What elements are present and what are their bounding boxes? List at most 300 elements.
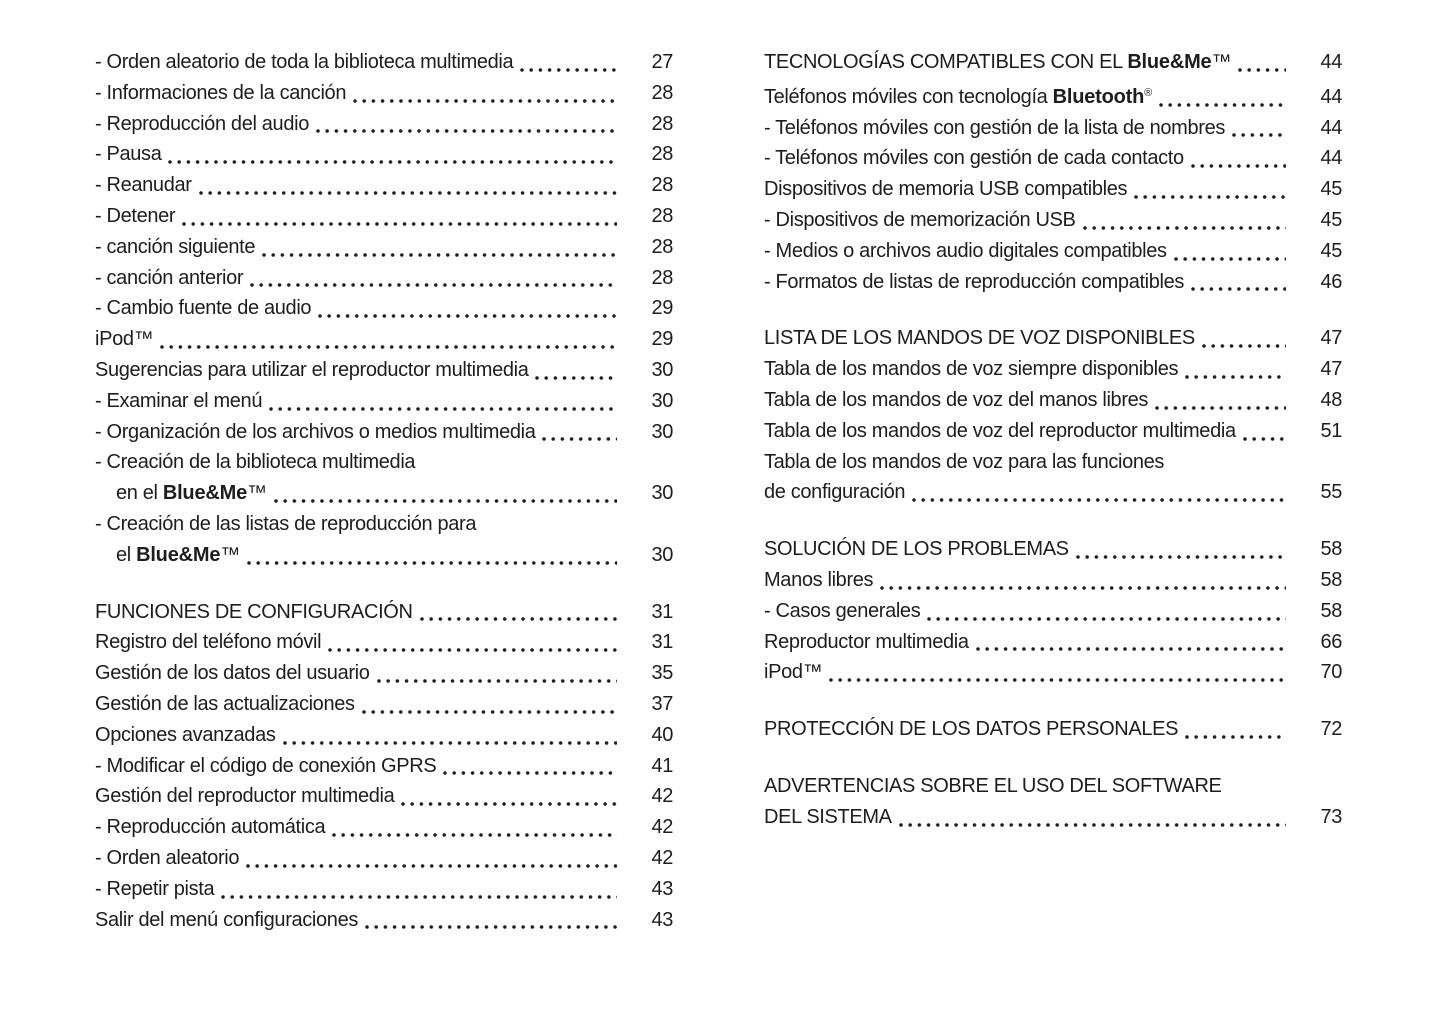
toc-line (95, 874, 673, 905)
page-number: 40 (651, 723, 673, 746)
toc-group (764, 47, 1342, 297)
dot-leader (899, 823, 1286, 827)
toc-entry-label (764, 416, 1236, 447)
label-text: Tabla de los mandos de voz siempre disponibles (764, 358, 1179, 381)
label-text: - canción siguiente (95, 235, 256, 258)
toc-entry (95, 447, 673, 509)
toc-entry (95, 293, 673, 324)
toc-entry-label (95, 658, 370, 689)
toc-line (95, 170, 673, 201)
toc-line (764, 113, 1342, 144)
toc-entry-label (95, 417, 535, 448)
dot-leader (976, 647, 1286, 651)
toc-entry (95, 720, 673, 751)
toc-entry-label (764, 565, 873, 596)
toc-entry-label (95, 201, 175, 232)
toc-line (764, 534, 1342, 565)
toc-entry-label (95, 843, 239, 874)
dot-leader (542, 437, 617, 441)
toc-line (764, 714, 1342, 745)
page-number: 43 (651, 908, 673, 931)
toc-entry (764, 174, 1342, 205)
dot-leader (1083, 226, 1286, 230)
dot-leader (247, 561, 617, 565)
toc-entry-label (95, 324, 153, 355)
toc-line (95, 232, 673, 263)
toc-group (764, 534, 1342, 688)
label-text: DEL SISTEMA (764, 805, 892, 828)
toc-line (95, 263, 673, 294)
label-text: - Dispositivos de memorización USB (764, 208, 1076, 231)
label-text: - Reanudar (95, 174, 192, 197)
toc-line (764, 143, 1342, 174)
label-text: de configuración (764, 481, 906, 504)
label-text: - canción anterior (95, 266, 244, 289)
toc-entry-label (95, 293, 311, 324)
label-text: TECNOLOGÍAS COMPATIBLES CON EL (764, 51, 1128, 73)
label-text: - Reproducción del audio (95, 112, 309, 135)
toc-entry-label (95, 232, 255, 263)
toc-line (764, 771, 1342, 802)
toc-line (764, 627, 1342, 658)
toc-line (95, 781, 673, 812)
toc-line (95, 47, 673, 78)
label-text: iPod™ (764, 661, 823, 684)
toc-entry (764, 771, 1342, 833)
toc-entry-label (95, 597, 413, 628)
toc-entry-label (95, 386, 262, 417)
page-number: 47 (1320, 358, 1342, 381)
toc-entry (95, 689, 673, 720)
label-text: en el (116, 482, 163, 505)
toc-line (764, 47, 1342, 78)
toc-entry-label (764, 714, 1178, 745)
toc-line (764, 385, 1342, 416)
label-text: Gestión de las actualizaciones (95, 692, 355, 715)
page-number: 70 (1320, 661, 1342, 684)
toc-group (764, 323, 1342, 508)
page-number: 42 (651, 785, 673, 808)
dot-leader (365, 925, 617, 929)
toc-group (764, 771, 1342, 833)
toc-entry (95, 781, 673, 812)
toc-entry-label (95, 139, 161, 170)
toc-entry-label (95, 781, 394, 812)
brand-text: Bluetooth (1052, 85, 1145, 108)
page-number: 30 (651, 389, 673, 412)
toc-line (95, 751, 673, 782)
dot-leader (262, 253, 617, 257)
dot-leader (182, 222, 617, 226)
label-text: - Detener (95, 204, 176, 227)
page-number: 58 (1320, 599, 1342, 622)
page-number: 28 (651, 266, 673, 289)
toc-line (764, 267, 1342, 298)
toc-entry-label (95, 263, 243, 294)
dot-leader (316, 129, 617, 133)
label-text: Tabla de los mandos de voz para las funciones (764, 450, 1165, 473)
label-text: FUNCIONES DE CONFIGURACIÓN (95, 600, 413, 623)
page-number: 44 (1320, 147, 1342, 170)
toc-line (95, 386, 673, 417)
toc-entry-label (95, 751, 436, 782)
toc-group (95, 597, 673, 936)
label-text: - Orden aleatorio (95, 846, 240, 869)
toc-line (95, 417, 673, 448)
label-text: iPod™ (95, 328, 154, 351)
page-number: 31 (651, 631, 673, 654)
toc-line (764, 596, 1342, 627)
label-text: Manos libres (764, 568, 874, 591)
label-text: ® (1144, 86, 1152, 99)
toc-entry-label (95, 170, 192, 201)
page-number: 29 (651, 328, 673, 351)
toc-entry (764, 596, 1342, 627)
label-text: - Creación de la biblioteca multimedia (95, 451, 416, 474)
dot-leader (328, 648, 617, 652)
toc-entry-label (764, 596, 920, 627)
toc-entry-label (764, 657, 822, 688)
page-number: 29 (651, 297, 673, 320)
toc-entry-label (764, 174, 1127, 205)
toc-line (95, 109, 673, 140)
toc-entry (764, 236, 1342, 267)
page-number: 55 (1320, 481, 1342, 504)
page-number: 30 (651, 482, 673, 505)
toc-entry (95, 263, 673, 294)
dot-leader (420, 617, 617, 621)
toc-line (764, 174, 1342, 205)
dot-leader (250, 283, 617, 287)
page-number: 41 (651, 754, 673, 777)
toc-entry-label (764, 47, 1231, 78)
page-number: 72 (1320, 718, 1342, 741)
page-number: 44 (1320, 116, 1342, 139)
toc-entry-label (764, 113, 1225, 144)
label-text: - Repetir pista (95, 877, 215, 900)
toc-entry-label (764, 802, 892, 833)
toc-entry (764, 205, 1342, 236)
toc-line (764, 323, 1342, 354)
toc-entry-label (95, 812, 325, 843)
label-text: - Formatos de listas de reproducción compatibles (764, 270, 1185, 293)
toc-entry (95, 232, 673, 263)
toc-entry (764, 47, 1342, 78)
brand-text: Blue&Me (162, 482, 247, 505)
label-text: - Casos generales (764, 599, 921, 622)
page-number: 28 (651, 174, 673, 197)
toc-entry-label (95, 47, 513, 78)
page-number: 48 (1320, 388, 1342, 411)
toc-column-right (764, 47, 1342, 935)
toc-entry (95, 170, 673, 201)
label-text: - Orden aleatorio de toda la biblioteca multimedia (95, 51, 514, 73)
toc-line (764, 657, 1342, 688)
toc-entry (95, 139, 673, 170)
toc-line (95, 540, 673, 571)
dot-leader (332, 833, 617, 837)
toc-entry-label (764, 627, 969, 658)
toc-entry (764, 143, 1342, 174)
dot-leader (1243, 437, 1286, 441)
toc-entry-label (95, 689, 355, 720)
toc-line (95, 720, 673, 751)
toc-entry-label (764, 78, 1152, 113)
toc-entry-label (95, 627, 321, 658)
dot-leader (353, 99, 617, 103)
page-number: 45 (1320, 239, 1342, 262)
toc-line (764, 354, 1342, 385)
toc-entry-label (116, 540, 240, 571)
toc-entry (764, 627, 1342, 658)
page-number: 45 (1320, 178, 1342, 201)
toc-entry-label (95, 720, 276, 751)
page-number: 43 (651, 877, 673, 900)
toc-entry (95, 905, 673, 936)
dot-leader (362, 710, 617, 714)
toc-entry (764, 267, 1342, 298)
label-text: - Examinar el menú (95, 389, 263, 412)
dot-leader (1134, 195, 1286, 199)
dot-leader (880, 586, 1286, 590)
label-text: Opciones avanzadas (95, 723, 276, 746)
dot-leader (520, 68, 617, 72)
toc-entry-label (116, 478, 267, 509)
label-text: - Informaciones de la canción (95, 81, 347, 104)
page-number: 45 (1320, 208, 1342, 231)
label-text: - Modificar el código de conexión GPRS (95, 754, 437, 777)
toc-entry (95, 658, 673, 689)
dot-leader (535, 376, 617, 380)
label-text: Sugerencias para utilizar el reproductor multimedia (95, 358, 529, 381)
label-text: ™ (220, 543, 240, 566)
toc-line (764, 477, 1342, 508)
page-number: 27 (651, 51, 673, 73)
toc-entry-label (95, 355, 528, 386)
dot-leader (927, 617, 1286, 621)
label-text: - Teléfonos móviles con gestión de cada contacto (764, 147, 1184, 170)
page-number: 44 (1320, 85, 1342, 108)
label-text: - Reproducción automática (95, 816, 326, 839)
toc-entry (95, 812, 673, 843)
toc-entry (764, 657, 1342, 688)
toc-line (95, 355, 673, 386)
toc-entry-label (95, 905, 358, 936)
dot-leader (1185, 375, 1286, 379)
label-text: - Teléfonos móviles con gestión de la lista de nombres (764, 116, 1225, 139)
dot-leader (401, 802, 617, 806)
toc-line (764, 416, 1342, 447)
page-number: 30 (651, 358, 673, 381)
label-text: Tabla de los mandos de voz del manos libres (764, 388, 1149, 411)
dot-leader (1185, 735, 1286, 739)
toc-entry (764, 78, 1342, 113)
page-number: 46 (1320, 270, 1342, 293)
toc-entry (95, 597, 673, 628)
page-number: 58 (1320, 538, 1342, 561)
toc-entry (95, 47, 673, 78)
label-text: Salir del menú configuraciones (95, 908, 358, 931)
label-text: SOLUCIÓN DE LOS PROBLEMAS (764, 538, 1069, 561)
toc (95, 47, 1342, 935)
toc-entry (764, 714, 1342, 745)
toc-entry (95, 417, 673, 448)
label-text: ADVERTENCIAS SOBRE EL USO DEL SOFTWARE (764, 774, 1222, 797)
dot-leader (160, 345, 617, 349)
toc-line (95, 597, 673, 628)
dot-leader (318, 314, 617, 318)
dot-leader (1159, 103, 1286, 107)
dot-leader (1191, 164, 1286, 168)
dot-leader (1174, 257, 1286, 261)
toc-entry (95, 201, 673, 232)
toc-line (764, 802, 1342, 833)
toc-entry-label (764, 236, 1167, 267)
toc-group (764, 714, 1342, 745)
toc-entry (764, 416, 1342, 447)
label-text: - Medios o archivos audio digitales compatibles (764, 239, 1167, 262)
toc-line (95, 447, 673, 478)
label-text: ™ (247, 482, 267, 505)
dot-leader (221, 895, 617, 899)
dot-leader (274, 499, 617, 503)
toc-entry (95, 843, 673, 874)
dot-leader (829, 678, 1286, 682)
toc-entry (764, 385, 1342, 416)
toc-entry (95, 627, 673, 658)
label-text: ™ (1211, 51, 1232, 73)
dot-leader (443, 771, 617, 775)
toc-entry (95, 78, 673, 109)
toc-line (95, 324, 673, 355)
toc-entry (764, 565, 1342, 596)
label-text: Gestión del reproductor multimedia (95, 785, 395, 808)
page-number: 31 (651, 600, 673, 623)
toc-entry-label (764, 534, 1069, 565)
label-text: Dispositivos de memoria USB compatibles (764, 178, 1128, 201)
label-text: el (116, 543, 137, 566)
dot-leader (1238, 68, 1286, 72)
toc-entry-label (95, 874, 214, 905)
toc-entry (95, 324, 673, 355)
toc-line (95, 658, 673, 689)
page-number: 35 (651, 662, 673, 685)
toc-entry-label (764, 143, 1184, 174)
dot-leader (1155, 406, 1286, 410)
toc-entry (764, 113, 1342, 144)
page-number: 30 (651, 543, 673, 566)
label-text: Gestión de los datos del usuario (95, 662, 370, 685)
toc-entry (95, 109, 673, 140)
toc-line (764, 78, 1342, 113)
brand-text: Blue&Me (1127, 51, 1212, 73)
dot-leader (1232, 133, 1286, 137)
toc-entry (764, 323, 1342, 354)
toc-entry-label (764, 771, 1222, 802)
toc-line (764, 565, 1342, 596)
toc-line (95, 843, 673, 874)
page-number: 28 (651, 235, 673, 258)
toc-entry (764, 354, 1342, 385)
page-number: 42 (651, 846, 673, 869)
page-number: 58 (1320, 568, 1342, 591)
label-text: Tabla de los mandos de voz del reproductor multimedia (764, 419, 1236, 442)
label-text: Teléfonos móviles con tecnología (764, 85, 1053, 108)
toc-entry (95, 751, 673, 782)
toc-entry-label (764, 205, 1076, 236)
dot-leader (1076, 555, 1286, 559)
toc-entry (764, 534, 1342, 565)
toc-line (764, 205, 1342, 236)
toc-entry-label (764, 323, 1195, 354)
toc-line (95, 812, 673, 843)
toc-entry-label (764, 267, 1184, 298)
toc-entry-label (764, 447, 1164, 478)
dot-leader (168, 160, 617, 164)
label-text: Registro del teléfono móvil (95, 631, 322, 654)
page-number: 66 (1320, 630, 1342, 653)
page-number: 28 (651, 81, 673, 104)
label-text: PROTECCIÓN DE LOS DATOS PERSONALES (764, 718, 1179, 741)
toc-entry-label (764, 385, 1148, 416)
toc-entry-label (95, 509, 476, 540)
toc-entry-label (764, 477, 905, 508)
toc-column-left (95, 47, 673, 935)
dot-leader (199, 191, 617, 195)
toc-line (95, 201, 673, 232)
toc-entry (95, 509, 673, 571)
brand-text: Blue&Me (136, 543, 221, 566)
dot-leader (377, 679, 617, 683)
page-number: 44 (1320, 51, 1342, 73)
page-number: 51 (1320, 419, 1342, 442)
toc-entry (764, 447, 1342, 509)
page-number: 47 (1320, 327, 1342, 350)
label-text: - Organización de los archivos o medios multimedia (95, 420, 536, 443)
toc-entry (95, 355, 673, 386)
toc-line (95, 78, 673, 109)
label-text: Reproductor multimedia (764, 630, 969, 653)
page-number: 30 (651, 420, 673, 443)
toc-line (95, 689, 673, 720)
dot-leader (1202, 344, 1286, 348)
toc-line (764, 447, 1342, 478)
label-text: - Creación de las listas de reproducción para (95, 512, 477, 535)
toc-line (764, 236, 1342, 267)
page-number: 28 (651, 112, 673, 135)
toc-line (95, 139, 673, 170)
toc-line (95, 478, 673, 509)
toc-line (95, 293, 673, 324)
toc-line (95, 509, 673, 540)
toc-entry-label (95, 447, 415, 478)
dot-leader (246, 864, 617, 868)
toc-group (95, 47, 673, 571)
label-text: - Cambio fuente de audio (95, 297, 312, 320)
dot-leader (1191, 287, 1286, 291)
toc-line (95, 627, 673, 658)
page-number: 42 (651, 816, 673, 839)
dot-leader (283, 741, 618, 745)
toc-line (95, 905, 673, 936)
dot-leader (269, 407, 617, 411)
page-number: 37 (651, 692, 673, 715)
toc-entry-label (95, 78, 346, 109)
toc-entry (95, 874, 673, 905)
page-number: 28 (651, 204, 673, 227)
page-number: 28 (651, 143, 673, 166)
label-text: - Pausa (95, 143, 162, 166)
